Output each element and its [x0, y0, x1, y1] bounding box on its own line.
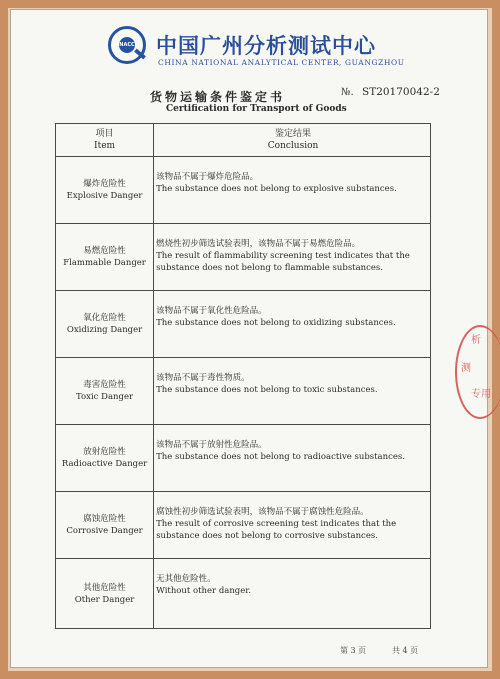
header-item-en: Item: [94, 141, 116, 151]
row-conclusion: [154, 157, 431, 224]
row-conclusion: [154, 224, 431, 291]
org-name-cn: 中国广州分析测试中心: [156, 34, 376, 58]
conclusion-cn: 无其他危险性。: [156, 574, 216, 584]
table-row: [56, 492, 431, 559]
item-en: Other Danger: [74, 594, 135, 605]
conclusion-cn: 该物品不属于毒性物质。: [156, 373, 250, 383]
item-cn: 氧化危险性: [83, 313, 126, 323]
table-row: [56, 358, 431, 425]
conclusion-cn: 该物品不属于氧化性危险品。: [156, 306, 267, 316]
doc-title-en: Certification for Transport of Goods: [166, 104, 347, 114]
item-cn: 毒害危险性: [83, 380, 126, 390]
item-cn: 放射危险性: [83, 447, 126, 457]
table-row: [56, 291, 431, 358]
official-stamp: [455, 325, 500, 419]
doc-number-label: №.: [341, 87, 354, 98]
logo-text: NACC: [119, 37, 135, 53]
item-en: Corrosive Danger: [66, 526, 143, 536]
table-row: [56, 224, 431, 291]
conclusion-cn: 该物品不属于爆炸危险品。: [156, 172, 259, 182]
item-en: Oxidizing Danger: [66, 325, 143, 335]
conclusion-en: The result of flammability screening test indicates that the substance does not belong to flammable substances.: [156, 251, 410, 273]
row-conclusion: [154, 291, 431, 358]
row-item: [56, 492, 154, 559]
conclusion-en: The substance does not belong to explosive substances.: [156, 184, 397, 194]
org-header: [108, 26, 405, 76]
row-conclusion: [154, 559, 431, 629]
doc-title-cn: 货物运输条件鉴定书: [150, 90, 286, 104]
page-current: 第 3 页: [340, 646, 367, 655]
header-conclusion-cn: 鉴定结果: [275, 129, 312, 139]
row-item: [56, 291, 154, 358]
header-conclusion: [154, 124, 431, 157]
conclusion-cn: 燃烧性初步筛选试验表明，该物品不属于易燃危险品。: [156, 239, 361, 249]
table-row: [56, 157, 431, 224]
item-cn: 爆炸危险性: [83, 179, 126, 189]
page-total: 共 4 页: [392, 646, 419, 655]
stamp-text-mid: 测: [461, 363, 471, 374]
item-en: Flammable Danger: [63, 258, 146, 268]
item-en: Radioactive Danger: [61, 459, 148, 469]
org-name-en: CHINA NATIONAL ANALYTICAL CENTER, GUANGZHOU: [158, 58, 405, 67]
item-en: Toxic Danger: [76, 392, 134, 402]
conclusion-en: Without other danger.: [156, 586, 252, 596]
row-item: [56, 157, 154, 224]
row-item: [56, 358, 154, 425]
conclusion-en: The substance does not belong to oxidizing substances.: [156, 318, 396, 328]
table-row: [56, 425, 431, 492]
row-item: [56, 425, 154, 492]
item-cn: 易燃危险性: [83, 246, 126, 256]
row-item: [56, 224, 154, 291]
row-conclusion: [154, 492, 431, 559]
conclusion-cn: 腐蚀性初步筛选试验表明，该物品不属于腐蚀性危险品。: [156, 507, 369, 517]
doc-number: ST20170042-2: [362, 86, 440, 98]
row-conclusion: [154, 358, 431, 425]
table-header-row: [56, 124, 431, 157]
conclusion-en: The result of corrosive screening test indicates that the substance does not belong to corrosive substances.: [156, 519, 397, 541]
certification-table: [55, 123, 431, 629]
stamp-text-top: 析: [471, 335, 481, 346]
conclusion-en: The substance does not belong to toxic substances.: [156, 385, 378, 395]
header-item-cn: 项目: [95, 129, 114, 139]
item-cn: 腐蚀危险性: [83, 514, 126, 524]
table-row: [56, 559, 431, 629]
item-en: Explosive Danger: [66, 191, 143, 201]
row-item: [56, 559, 154, 629]
conclusion-en: The substance does not belong to radioactive substances.: [156, 452, 405, 462]
header-conclusion-en: Conclusion: [267, 141, 319, 151]
item-cn: 其他危险性: [83, 582, 126, 593]
row-conclusion: [154, 425, 431, 492]
conclusion-cn: 该物品不属于放射性危险品。: [156, 440, 267, 450]
header-item: [56, 124, 154, 157]
org-logo: [108, 26, 146, 64]
stamp-text-bottom: 专用: [471, 389, 491, 400]
